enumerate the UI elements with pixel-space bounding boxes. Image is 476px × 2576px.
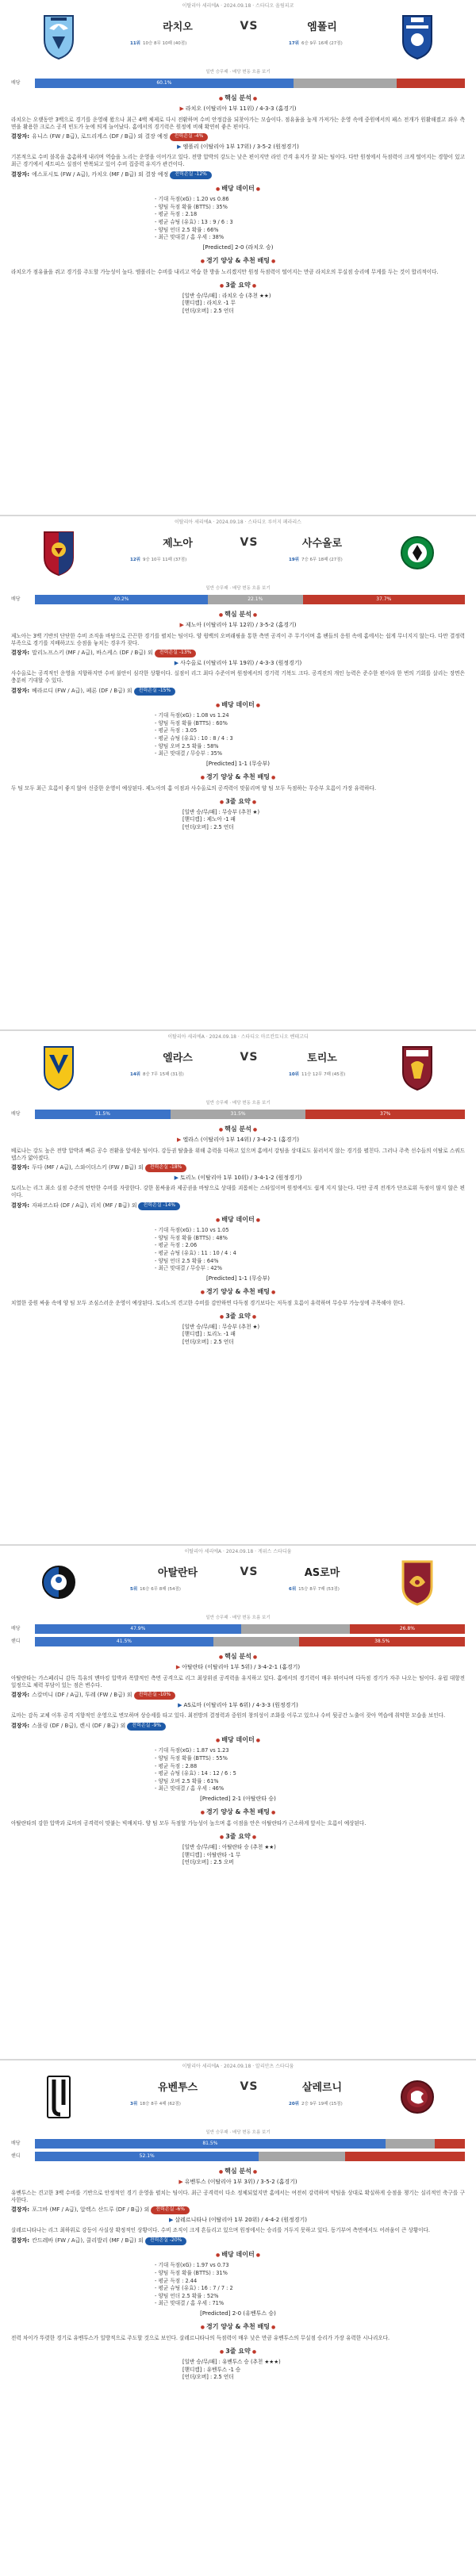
home-win-segment: 81.5%	[35, 2139, 386, 2149]
away-loss-badge: 전력손실 -9%	[127, 1723, 166, 1730]
away-win-segment	[345, 2152, 465, 2161]
home-absentees: 결장자: 말리노프스키 (MF / A급), 바스케스 (DF / B급) 외 전력손실 -13%	[11, 650, 465, 657]
stat-line: - 양팀 언더 2.5 확률 : 64%	[155, 1258, 321, 1266]
home-analysis-title: ▶ 라치오 (이탈리아 1부 11위) / 4-3-3 (홈경기)	[179, 105, 297, 113]
stat-line: - 기대 득점(xG) : 1.10 vs 1.05	[155, 1227, 321, 1235]
empoli-crest-icon	[400, 13, 435, 60]
pick-line: [언더/오버] : 2.5 언더	[182, 1339, 234, 1346]
picks-list	[182, 1844, 294, 1868]
away-win-segment: 26.8%	[350, 1624, 465, 1634]
home-analysis-title: ▶ 엘라스 (이탈리아 1부 14위) / 3-4-2-1 (홈경기)	[177, 1137, 299, 1144]
stat-line: - 양팀 득점 확률 (BTTS) : 55%	[155, 1755, 321, 1763]
bar-label: 배당	[11, 2141, 21, 2147]
stat-line: - 양팀 득점 확률 (BTTS) : 35%	[155, 204, 321, 212]
match-header	[11, 1555, 465, 1614]
away-loss-badge: 전력손실 -20%	[145, 2237, 187, 2244]
stat-line: - 평균 슈팅 (유효) : 11 : 10 / 4 : 4	[155, 1250, 321, 1258]
match-header	[11, 2070, 465, 2129]
probability-bar	[35, 2139, 465, 2149]
draw-segment	[294, 79, 397, 88]
stat-line: - 최근 맞대결 / 무승부 : 42%	[155, 1265, 321, 1273]
match-meta: 이탈리아 세리에A · 2024.09.18 · 알리안츠 스타디움	[182, 2064, 294, 2069]
predicted-score: [Predicted] 2-0 (유벤투스 승)	[200, 2310, 276, 2317]
torino-crest-icon	[400, 1044, 435, 1091]
predicted-score: [Predicted] 2-1 (아탈란타 승)	[200, 1795, 276, 1802]
home-absentees: 결장자: 유니스 (FW / B급), 로드리게스 (DF / B급) 외 결장 예정 전력손실 -4%	[11, 133, 465, 140]
probability-bar-row	[11, 1623, 465, 1635]
analysis-heading: ● 핵심 분석 ●	[11, 611, 465, 619]
odds-note: 일반 승무패 · 배당 변동 흐름 보기	[205, 1101, 271, 1106]
home-analysis-text: 제노아는 3백 기반의 단단한 수비 조직을 바탕으로 끈끈한 경기를 펼치는 팀이다. 양 윙백의 오버래핑을 통한 측면 공격이 주 무기이며 홈 팬들의 응원 속에 홈에서는 쉽게 무너지지 않는다. 다만 결정력 부족으로 경기를 지배하고도 승점을 놓치는 경우가 잦다.	[11, 632, 465, 646]
pick-line: [언더/오버] : 2.5 오버	[182, 1859, 234, 1866]
home-team-record: 3위 18승 8무 4패 (62점)	[130, 2102, 181, 2106]
stat-line: - 평균 득점 : 3.05	[155, 727, 321, 735]
atalanta-crest-icon	[41, 1558, 76, 1606]
odds-note: 일반 승무패 · 배당 변동 흐름 보기	[205, 1616, 271, 1620]
home-team-record	[130, 41, 186, 47]
odds-note: 일반 승무패 · 배당 변동 흐름 보기	[205, 70, 271, 75]
pick-line: [핸디캡] : 아탈란타 -1 무	[182, 1851, 241, 1858]
match-card-genoa-sassuolo	[0, 515, 476, 1029]
pick-line: [언더/오버] : 2.5 언더	[182, 824, 234, 831]
picks-heading: ● 3줄 요약 ●	[11, 282, 465, 290]
home-absentees: 결장자: 두다 (MF / A급), 스와이더스키 (FW / B급) 외 전력손실 -18%	[11, 1164, 465, 1171]
home-win-segment: 60.1%	[35, 79, 294, 88]
away-absentees: 결장자: 에스포시토 (FW / A급), 카치오 (MF / B급) 외 결장 예정 전력손실 -12%	[11, 171, 465, 178]
picks-heading: ● 3줄 요약 ●	[11, 2348, 465, 2356]
probability-bar-row	[11, 2151, 465, 2162]
away-team-name: 토리노	[307, 1052, 337, 1064]
stat-line: - 평균 슈팅 (유효) : 10 : 8 / 4 : 3	[155, 735, 321, 743]
match-card-atalanta-roma	[0, 1544, 476, 2059]
bar-label: 핸디	[11, 2153, 21, 2160]
pick-line: [일반 승/무/패] : 무승부 (추천 ★)	[182, 1323, 260, 1330]
stat-line: - 양팀 오버 2.5 확률 : 61%	[155, 1778, 321, 1786]
probability-bar	[35, 79, 465, 88]
data-heading: ● 배당 데이터 ●	[11, 1736, 465, 1745]
stat-line: - 기대 득점(xG) : 1.87 vs 1.23	[155, 1747, 321, 1755]
home-win-segment: 47.9%	[35, 1624, 241, 1634]
stat-line: - 최근 맞대결 / 홈 우세 : 71%	[155, 2300, 321, 2308]
flow-text: 전력 차이가 뚜렷한 경기로 유벤투스가 일방적으로 주도할 것으로 보인다. 살레르니타나의 득점력이 매우 낮은 만큼 유벤투스의 무실점 승리가 가장 유력한 시나리오다.	[11, 2334, 390, 2341]
pick-line: [핸디캡] : 라치오 -1 무	[182, 300, 236, 307]
vs-label: VS	[240, 1566, 259, 1578]
verona-crest-icon	[41, 1044, 76, 1091]
draw-segment	[386, 2139, 435, 2149]
away-win-segment	[397, 79, 465, 88]
match-meta: 이탈리아 세리에A · 2024.09.18 · 스타디오 마르칸토니오 벤테고디	[167, 1034, 309, 1040]
home-loss-badge: 전력손실 -4%	[170, 133, 209, 140]
away-team-name: 엠폴리	[307, 21, 337, 33]
sassuolo-crest-icon	[400, 529, 435, 577]
stat-line: - 평균 득점 : 2.06	[155, 1242, 321, 1250]
home-win-segment: 40.2%	[35, 595, 208, 604]
away-team-name: AS로마	[304, 1567, 340, 1579]
home-team-name: 유벤투스	[157, 2082, 198, 2094]
flow-heading: ● 경기 양상 & 추천 배팅 ●	[11, 1288, 465, 1297]
draw-segment	[213, 1637, 299, 1646]
bar-label: 배당	[11, 1111, 21, 1117]
away-team-record: 10위 11승 12무 7패 (45점)	[289, 1072, 346, 1077]
flow-text: 라치오가 점유율을 쥐고 경기를 주도할 가능성이 높다. 엠폴리는 수비를 내리고 역습 한 방을 노리겠지만 원정 득점력이 떨어지는 만큼 라치오의 무실점 승리에 무게를 두는 것이 합리적이다.	[11, 268, 439, 275]
away-loss-badge: 전력손실 -14%	[138, 1202, 180, 1209]
away-team-record: 19위 7승 6무 18패 (27점)	[289, 558, 343, 562]
picks-list	[182, 2359, 294, 2382]
stat-line: - 최근 맞대결 / 홈 우세 : 46%	[155, 1785, 321, 1793]
home-team-name: 제노아	[163, 538, 193, 550]
home-analysis-title: ▶ 아탈란타 (이탈리아 1부 5위) / 3-4-2-1 (홈경기)	[175, 1664, 301, 1671]
match-card-juventus-salernitana	[0, 2059, 476, 2574]
stats-block	[155, 1747, 321, 1792]
stat-line: - 양팀 득점 확률 (BTTS) : 31%	[155, 2270, 321, 2278]
stat-line: - 양팀 언더 2.5 확률 : 52%	[155, 2293, 321, 2301]
away-win-segment: 38.5%	[299, 1637, 465, 1646]
away-team-record: 20위 2승 9무 19패 (15점)	[289, 2102, 343, 2106]
probability-bar	[35, 595, 465, 604]
home-team-name: 엘라스	[163, 1052, 193, 1064]
away-team-name: 사수올로	[301, 538, 343, 550]
away-analysis-title: ▶ 토리노 (이탈리아 1부 10위) / 3-4-1-2 (원정경기)	[174, 1174, 302, 1181]
bar-label: 배당	[11, 1626, 21, 1632]
picks-list	[182, 293, 294, 316]
vs-label: VS	[240, 20, 259, 33]
stats-block	[155, 1227, 321, 1272]
flow-heading: ● 경기 양상 & 추천 배팅 ●	[11, 257, 465, 266]
analysis-heading: ● 핵심 분석 ●	[11, 1125, 465, 1134]
away-analysis-title: ▶ 엠폴리 (이탈리아 1부 17위) / 3-5-2 (원정경기)	[177, 143, 299, 150]
probability-bar	[35, 2152, 465, 2161]
home-loss-badge: 전력손실 -10%	[134, 1692, 176, 1699]
data-heading: ● 배당 데이터 ●	[11, 185, 465, 194]
stat-line: - 평균 득점 : 2.18	[155, 211, 321, 219]
draw-segment	[241, 1624, 350, 1634]
home-win-segment: 52.1%	[35, 2152, 259, 2161]
probability-bar-row	[11, 78, 465, 89]
flow-text: 치열한 중원 싸움 속에 양 팀 모두 조심스러운 운영이 예상된다. 토리노의 견고한 수비를 감안하면 다득점 경기보다는 저득점 흐름이 유력하며 무승부 가능성에 주목해야 한다.	[11, 1299, 405, 1306]
odds-note: 일반 승무패 · 배당 변동 흐름 보기	[205, 2130, 271, 2135]
home-team-record: 5위 16승 6무 8패 (54점)	[130, 1587, 181, 1592]
away-win-segment: 37%	[305, 1110, 465, 1119]
away-team-name: 살레르니	[301, 2082, 343, 2094]
predicted-score: [Predicted] 1-1 (무승부)	[206, 1275, 270, 1282]
salernitana-crest-icon	[400, 2073, 435, 2121]
away-absentees: 결장자: 칸드레바 (FW / A급), 쿨리발리 (MF / B급) 외 전력손실 -20%	[11, 2237, 465, 2244]
roma-crest-icon	[400, 1558, 435, 1606]
data-heading: ● 배당 데이터 ●	[11, 1216, 465, 1225]
stat-line: - 양팀 득점 확률 (BTTS) : 60%	[155, 720, 321, 728]
home-team-name: 라치오	[163, 21, 193, 33]
stat-line: - 최근 맞대결 / 무승부 : 35%	[155, 750, 321, 758]
predicted-score: [Predicted] 2-0 (라치오 승)	[202, 243, 274, 251]
match-header	[11, 10, 465, 68]
bar-label: 배당	[11, 80, 21, 86]
pick-line: [일반 승/무/패] : 무승부 (추천 ★)	[182, 808, 260, 815]
match-card-lazio-empoli	[0, 0, 476, 515]
analysis-heading: ● 핵심 분석 ●	[11, 2168, 465, 2176]
pick-line: [일반 승/무/패] : 유벤투스 승 (추천 ★★★)	[182, 2358, 281, 2365]
draw-segment: 31.5%	[171, 1110, 306, 1119]
home-analysis-text: 라치오는 오랫동안 3백으로 경기를 운영해 왔으나 최근 4백 체제로 다시 전환하며 수비 안정감을 되찾아가는 모습이다. 점유율을 높게 가져가는 운영 속에 중원에서의 패스 전개가 원활해졌고 좌우 측면을 활용한 크로스 공격 빈도가 눈에 띄게 늘어났다. 홈에서의 경기력은 원정에 비해 확연히 좋은 편이다.	[11, 116, 465, 130]
pick-line: [언더/오버] : 2.5 언더	[182, 2374, 234, 2381]
stats-block	[155, 2262, 321, 2307]
away-win-segment: 37.7%	[303, 595, 465, 604]
pick-line: [핸디캡] : 토리노 -1 패	[182, 1331, 236, 1338]
analysis-heading: ● 핵심 분석 ●	[11, 1653, 465, 1662]
flow-heading: ● 경기 양상 & 추천 배팅 ●	[11, 1808, 465, 1817]
flow-text: 아탈란타의 강한 압박과 로마의 공격력이 맞붙는 빅매치다. 양 팀 모두 득점할 가능성이 높으며 홈 이점을 안은 아탈란타가 근소하게 앞서는 흐름이 예상된다.	[11, 1819, 367, 1827]
home-analysis-text: 아탈란타는 가스페리니 감독 특유의 맨마킹 압박과 폭발적인 측면 공격으로 리그 최상위권 공격력을 유지하고 있다. 홈에서의 경기력이 매우 뛰어나며 다득점 경기가 자주 나오는 팀이다. 유럽 대항전 일정으로 체력 부담이 있는 점은 변수다.	[11, 1674, 465, 1689]
pick-line: [일반 승/무/패] : 아탈란타 승 (추천 ★★)	[182, 1843, 276, 1850]
away-loss-badge: 전력손실 -12%	[170, 171, 212, 178]
stat-line: - 평균 득점 : 2.44	[155, 2278, 321, 2286]
home-loss-badge: 전력손실 -13%	[155, 650, 197, 657]
stat-line: - 기대 득점(xG) : 1.20 vs 0.86	[155, 196, 321, 204]
draw-segment: 22.1%	[208, 595, 303, 604]
match-meta: 이탈리아 세리에A · 2024.09.18 · 게위스 스타디움	[184, 1549, 292, 1554]
home-analysis-text: 유벤투스는 견고한 3백 수비를 기반으로 안정적인 경기 운영을 펼치는 팀이다. 최근 공격력이 다소 정체되었지만 홈에서는 여전히 강력하며 약팀을 상대로 확실하게 승점을 챙기는 실리적인 축구를 구사한다.	[11, 2189, 465, 2203]
away-team-record: 6위 15승 8무 7패 (53점)	[289, 1587, 340, 1592]
lazio-crest-icon	[41, 13, 76, 60]
predicted-score: [Predicted] 1-1 (무승부)	[206, 760, 270, 767]
home-win-segment: 41.5%	[35, 1637, 213, 1646]
home-loss-badge: 전력손실 -6%	[151, 2206, 190, 2214]
away-absentees: 결장자: 자파코스타 (DF / A급), 리치 (MF / B급) 외 전력손실 -14%	[11, 1202, 465, 1209]
juventus-crest-icon	[41, 2073, 76, 2121]
away-loss-badge: 전력손실 -15%	[134, 688, 176, 695]
data-heading: ● 배당 데이터 ●	[11, 701, 465, 710]
stat-line: - 기대 득점(xG) : 1.97 vs 0.73	[155, 2262, 321, 2270]
away-absentees: 결장자: 스몰링 (DF / B급), 렌시 (DF / B급) 외 전력손실 -9%	[11, 1723, 465, 1730]
away-record: 6승 9무 16패 (27점)	[301, 41, 343, 46]
bar-label: 핸디	[11, 1639, 21, 1645]
away-analysis-text: 살레르니타나는 리그 최하위로 강등이 사실상 확정적인 상황이다. 수비 조직이 크게 흔들리고 있으며 원정에서는 승리를 거두지 못하고 있다. 동기부여 측면에서도 어려움이 큰 상황이다.	[11, 2227, 431, 2234]
home-record: 10승 8무 10패 (40점)	[142, 41, 187, 46]
probability-bar-row	[11, 594, 465, 605]
home-analysis-title: ▶ 유벤투스 (이탈리아 1부 3위) / 3-5-2 (홈경기)	[178, 2179, 298, 2186]
home-absentees: 결장자: 포그바 (MF / A급), 알렉스 산드루 (DF / B급) 외 전력손실 -6%	[11, 2206, 465, 2214]
stats-block	[155, 196, 321, 241]
away-analysis-title: ▶ 살레르니타나 (이탈리아 1부 20위) / 4-4-2 (원정경기)	[169, 2216, 307, 2223]
flow-heading: ● 경기 양상 & 추천 배팅 ●	[11, 773, 465, 782]
vs-label: VS	[240, 536, 259, 549]
match-header	[11, 526, 465, 585]
analysis-heading: ● 핵심 분석 ●	[11, 94, 465, 103]
away-analysis-text: 사수올로는 공격적인 운영을 지향하지만 수비 불안이 심각한 상황이다. 실점이 리그 최다 수준이며 원정에서의 경기력 기복도 크다. 공격진의 개인 능력은 준수한 편이라 한 번의 기회를 살리는 장면은 충분히 기대할 수 있다.	[11, 670, 465, 684]
match-meta: 이탈리아 세리에A · 2024.09.18 · 스타디오 루이지 페라리스	[175, 519, 301, 525]
probability-bar-row	[11, 1636, 465, 1647]
odds-note: 일반 승무패 · 배당 변동 흐름 보기	[205, 586, 271, 591]
away-analysis-text: 로마는 감독 교체 이후 공격 지향적인 운영으로 변모하며 상승세를 타고 있다. 최전방의 결정력과 중원의 창의성이 조화를 이루고 있으나 수비 뒷공간 노출이 잦아 역습에 취약한 모습을 보인다.	[11, 1712, 446, 1719]
home-analysis-title: ▶ 제노아 (이탈리아 1부 12위) / 3-5-2 (홈경기)	[179, 622, 297, 629]
home-team-record: 12위 9승 10무 11패 (37점)	[130, 558, 187, 562]
picks-list	[182, 809, 294, 833]
home-team-name: 아탈란타	[157, 1567, 198, 1579]
probability-bar-row	[11, 2138, 465, 2149]
away-team-record	[289, 41, 343, 47]
away-analysis-title: ▶ AS로마 (이탈리아 1부 6위) / 4-3-3 (원정경기)	[178, 1701, 298, 1708]
home-analysis-text: 베로나는 강도 높은 전방 압박과 빠른 공수 전환을 앞세운 팀이다. 강등권 탈출을 위해 총력을 다하고 있으며 홈에서 강팀을 상대로도 물러서지 않는 경기를 펼친다. 그러나 주축 선수들의 이탈로 스쿼드 뎁스가 얇아졌다.	[11, 1147, 465, 1161]
draw-segment	[259, 2152, 344, 2161]
away-analysis-title: ▶ 사수올로 (이탈리아 1부 19위) / 4-3-3 (원정경기)	[174, 659, 302, 666]
pick-line: [핸디캡] : 유벤투스 -1 승	[182, 2366, 241, 2373]
home-team-record: 14위 8승 7무 15패 (31점)	[130, 1072, 184, 1077]
stat-line: - 평균 득점 : 2.88	[155, 1763, 321, 1771]
home-loss-badge: 전력손실 -18%	[145, 1164, 187, 1171]
vs-label: VS	[240, 2080, 259, 2093]
picks-heading: ● 3줄 요약 ●	[11, 798, 465, 807]
picks-heading: ● 3줄 요약 ●	[11, 1313, 465, 1321]
probability-bar	[35, 1110, 465, 1119]
bar-label: 배당	[11, 596, 21, 603]
away-absentees: 결장자: 베라르디 (FW / A급), 페론 (DF / B급) 외 전력손실 -15%	[11, 688, 465, 695]
data-heading: ● 배당 데이터 ●	[11, 2251, 465, 2260]
picks-heading: ● 3줄 요약 ●	[11, 1833, 465, 1842]
picks-list	[182, 1324, 294, 1347]
probability-bar-row	[11, 1109, 465, 1120]
pick-line: [일반 승/무/패] : 라치오 승 (추천 ★★)	[182, 292, 271, 299]
stat-line: - 평균 슈팅 (유효) : 13 : 9 / 6 : 3	[155, 219, 321, 227]
away-win-segment	[435, 2139, 465, 2149]
away-analysis-text: 토리노는 리그 최소 실점 수준의 탄탄한 수비를 자랑한다. 강한 몸싸움과 제공권을 바탕으로 상대를 괴롭히는 스타일이며 원정에서도 쉽게 지지 않는다. 다만 공격 전개가 단조로워 득점이 많지 않은 편이다.	[11, 1185, 465, 1199]
vs-label: VS	[240, 1051, 259, 1064]
stat-line: - 양팀 오버 2.5 확률 : 58%	[155, 743, 321, 751]
match-meta: 이탈리아 세리에A · 2024.09.18 · 스타디오 올림피코	[182, 3, 294, 9]
stats-block	[155, 712, 321, 757]
away-rank: 17위	[289, 41, 299, 46]
pick-line: [핸디캡] : 제노아 -1 패	[182, 816, 236, 823]
genoa-crest-icon	[41, 529, 76, 577]
stat-line: - 평균 슈팅 (유효) : 14 : 12 / 6 : 5	[155, 1770, 321, 1778]
probability-bar	[35, 1624, 465, 1634]
home-win-segment: 31.5%	[35, 1110, 171, 1119]
stat-line: - 양팀 언더 2.5 확률 : 66%	[155, 227, 321, 235]
home-rank: 11위	[130, 41, 140, 46]
match-card-verona-torino	[0, 1029, 476, 1544]
flow-heading: ● 경기 양상 & 추천 배팅 ●	[11, 2323, 465, 2332]
probability-bar	[35, 1637, 465, 1646]
stat-line: - 기대 득점(xG) : 1.08 vs 1.24	[155, 712, 321, 720]
flow-text: 두 팀 모두 최근 흐름이 좋지 않아 신중한 운영이 예상된다. 제노아의 홈 이점과 사수올로의 공격력이 맞물리며 양 팀 모두 득점하는 무승부 흐름이 가장 유력하다.	[11, 784, 377, 792]
match-header	[11, 1041, 465, 1099]
home-absentees: 결장자: 스칼비니 (DF / A급), 투레 (FW / B급) 외 전력손실 -10%	[11, 1692, 465, 1699]
stat-line: - 양팀 득점 확률 (BTTS) : 48%	[155, 1235, 321, 1243]
away-analysis-text: 기본적으로 수비 블록을 촘촘하게 내리며 역습을 노리는 운영을 이어가고 있다. 전방 압박의 강도는 낮은 편이지만 라인 간격 유지가 잘 되는 팀이다. 다만 원정에서 득점력이 크게 떨어지는 경향이 있고 최근 경기에서 세트피스 실점이 반복되고 있어 수비 집중력 유지가 관건이다.	[11, 154, 465, 168]
pick-line: [언더/오버] : 2.5 언더	[182, 308, 234, 315]
stat-line: - 평균 슈팅 (유효) : 16 : 7 / 7 : 2	[155, 2285, 321, 2293]
stat-line: - 최근 맞대결 / 홈 우세 : 38%	[155, 234, 321, 242]
